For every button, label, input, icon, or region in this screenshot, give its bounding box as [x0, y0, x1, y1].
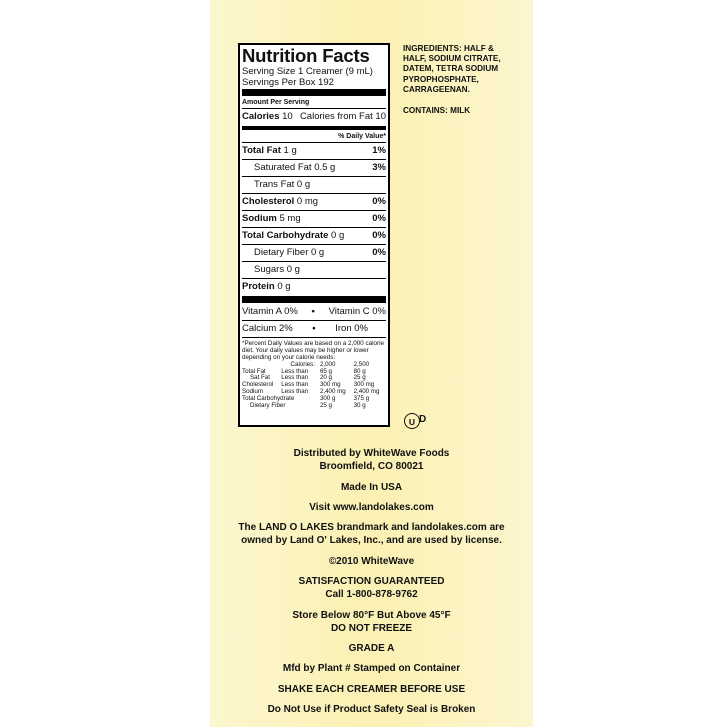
nutrient-row — [242, 210, 386, 227]
nutrient-label: Saturated Fat 0.5 g — [254, 162, 336, 173]
table-cell: 25 g — [353, 374, 366, 382]
allergen-statement: CONTAINS: MILK — [403, 106, 471, 116]
table-cell: Cholesterol — [242, 381, 274, 389]
distributor-address: Broomfield, CO 80021 — [319, 461, 424, 472]
made-in-usa: Made In USA — [340, 482, 403, 493]
nutrient-dv: 0% — [372, 213, 386, 224]
freeze-warning: DO NOT FREEZE — [330, 623, 413, 634]
nutrient-dv: 0% — [372, 230, 386, 241]
vitamin-c: Vitamin C 0% — [328, 306, 386, 317]
nutrient-label: Sugars 0 g — [254, 264, 300, 275]
nutrient-label: Sodium — [242, 213, 277, 224]
nutrient-label: Protein — [242, 281, 275, 292]
serving-size: Serving Size 1 Creamer (9 mL) — [242, 66, 373, 77]
calories-label: Calories — [242, 111, 280, 122]
nutrient-label: Total Fat — [242, 145, 281, 156]
nutrient-label: Cholesterol — [242, 196, 295, 207]
nutrient-amount: 1 g — [283, 145, 297, 156]
nutrient-label: Dietary Fiber 0 g — [254, 247, 325, 258]
nutrient-dv: 3% — [372, 162, 386, 173]
nutrient-amount: 0 mg — [296, 196, 319, 207]
divider-medium — [242, 126, 386, 130]
nutrient-row — [242, 227, 386, 244]
trademark-line-2: owned by Land O' Lakes, Inc., and are used by license. — [241, 535, 502, 546]
table-cell: 300 mg — [319, 381, 341, 389]
daily-values-table — [242, 362, 386, 410]
nutrient-dv: 0% — [372, 247, 386, 258]
table-cell: Sodium — [242, 388, 263, 396]
shake-instruction: SHAKE EACH CREAMER BEFORE USE — [277, 684, 466, 695]
table-header-cell: Calories: — [290, 360, 315, 368]
trademark-line-1: The LAND O LAKES brandmark and landolakes.com are — [238, 522, 505, 533]
table-cell: 300 mg — [353, 381, 375, 389]
storage-line: Store Below 80°F But Above 45°F — [292, 610, 451, 621]
table-cell: 65 g — [319, 367, 332, 375]
table-row — [242, 403, 386, 410]
nutrition-title: Nutrition Facts — [242, 45, 370, 66]
table-cell: Total Carbohydrate — [242, 395, 295, 403]
table-cell: 300 g — [319, 395, 336, 403]
nutrient-label: Trans Fat 0 g — [254, 179, 311, 190]
bullet: • — [312, 323, 316, 334]
table-cell: 80 g — [353, 367, 366, 375]
bullet: • — [311, 306, 315, 317]
table-cell: Sat Fat — [250, 374, 270, 382]
vitamins-row — [242, 304, 386, 320]
phone-line: Call 1-800-878-9762 — [325, 589, 418, 600]
ingredients-block — [403, 44, 513, 116]
table-cell: 375 g — [353, 395, 370, 403]
nutrient-row — [242, 244, 386, 261]
calcium: Calcium 2% — [242, 323, 293, 334]
table-cell: 2,400 mg — [319, 388, 346, 396]
iron: Iron 0% — [335, 323, 368, 334]
daily-value-header: % Daily Value* — [338, 133, 386, 140]
nutrient-amount: 5 mg — [279, 213, 301, 224]
nutrient-row — [242, 278, 386, 295]
ingredients-text: INGREDIENTS: HALF & HALF, SODIUM CITRATE, DATEM, TETRA SODIUM PYROPHOSPHATE, CARRAGEENAN. — [403, 44, 501, 94]
guarantee-line: SATISFACTION GUARANTEED — [298, 576, 445, 587]
kosher-dairy-mark: D — [419, 414, 427, 425]
nutrient-amount: 0 g — [277, 281, 291, 292]
table-cell: Less than — [281, 388, 309, 396]
nutrient-row — [242, 261, 386, 278]
distributor-line: Distributed by WhiteWave Foods — [293, 448, 450, 459]
nutrient-dv: 1% — [372, 145, 386, 156]
kosher-symbol-icon: U — [404, 413, 420, 429]
nutrient-row — [242, 142, 386, 159]
table-cell: Less than — [281, 374, 309, 382]
table-header-cell: 2,500 — [353, 360, 370, 368]
minerals-row — [242, 320, 386, 337]
table-cell: Dietary Fiber — [250, 402, 286, 410]
website-line: Visit www.landolakes.com — [309, 502, 434, 513]
divider-thick — [242, 89, 386, 96]
nutrient-dv: 0% — [372, 196, 386, 207]
plant-line: Mfd by Plant # Stamped on Container — [282, 663, 461, 674]
table-cell: Total Fat — [242, 367, 266, 375]
servings-per-container: Servings Per Box 192 — [242, 77, 334, 88]
safety-seal-warning: Do Not Use if Product Safety Seal is Broken — [267, 704, 476, 715]
nutrient-row — [242, 176, 386, 193]
table-cell: 2,400 mg — [353, 388, 380, 396]
nutrient-label: Total Carbohydrate — [242, 230, 329, 241]
daily-value-footnote: *Percent Daily Values are based on a 2,000 calorie diet. Your daily values may be higher or lower depending on your calorie needs: — [242, 337, 386, 362]
table-cell: Less than — [281, 367, 309, 375]
vitamin-a: Vitamin A 0% — [242, 306, 298, 317]
grade-line: GRADE A — [348, 643, 395, 654]
nutrient-amount: 0 g — [331, 230, 345, 241]
calories-value: 10 — [282, 111, 293, 122]
table-cell: 20 g — [319, 374, 332, 382]
table-cell: Less than — [281, 381, 309, 389]
divider-thick — [242, 296, 386, 303]
calories-from-fat: Calories from Fat 10 — [299, 111, 386, 122]
table-header-cell: 2,000 — [319, 360, 336, 368]
calories-row — [242, 108, 386, 125]
copyright-line: ©2010 WhiteWave — [328, 556, 415, 567]
amount-per-serving: Amount Per Serving — [242, 99, 310, 106]
table-cell: 25 g — [319, 402, 332, 410]
nutrient-row — [242, 193, 386, 210]
nutrient-rows — [242, 142, 386, 295]
nutrition-facts-panel — [238, 43, 390, 427]
nutrient-row — [242, 159, 386, 176]
table-cell: 30 g — [353, 402, 366, 410]
